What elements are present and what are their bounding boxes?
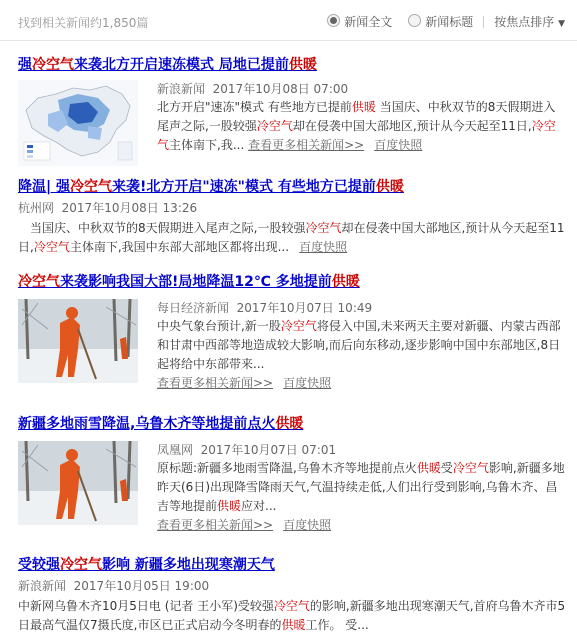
keyword-highlight: 供暖: [275, 416, 304, 432]
keyword-highlight: 供暖: [331, 274, 360, 290]
more-related-news-link[interactable]: 查看更多相关新闻>>: [157, 376, 274, 390]
text-fragment: 中央气象台预计,新一股: [157, 319, 281, 333]
keyword-highlight: 冷空气: [18, 274, 60, 290]
result-title-link[interactable]: [18, 56, 567, 74]
chevron-down-icon: ▼: [558, 19, 565, 29]
result-abstract: [18, 219, 567, 257]
result-abstract: [18, 597, 567, 635]
result-source: 每日经济新闻: [157, 301, 230, 315]
text-fragment: 强: [18, 57, 32, 73]
result-source: 杭州网: [18, 201, 55, 215]
keyword-highlight: 供暖: [217, 499, 242, 513]
result-date: 2017年10月08日 13:26: [61, 201, 198, 215]
weather-map-thumbnail[interactable]: [18, 80, 138, 166]
result-abstract: [157, 459, 567, 535]
result-date: 2017年10月07日 07:01: [200, 443, 337, 457]
text-fragment: 新疆多地雨雪降温,乌鲁木齐等地提前点火: [18, 416, 276, 432]
keyword-highlight: 冷空气: [70, 179, 112, 195]
keyword-highlight: 供暖: [288, 57, 317, 73]
results-toolbar: [0, 0, 577, 41]
result-date: 2017年10月08日 07:00: [212, 82, 349, 96]
snapshot-link[interactable]: 百度快照: [283, 376, 332, 390]
result-title-link[interactable]: [18, 273, 567, 291]
result-count: 找到相关新闻约1,850篇: [18, 16, 149, 30]
radio-checked-icon[interactable]: [327, 14, 340, 27]
snapshot-link[interactable]: 百度快照: [374, 138, 423, 152]
search-options: [327, 13, 565, 30]
keyword-highlight: 冷空气: [256, 119, 293, 133]
keyword-highlight: 冷空气: [157, 119, 556, 152]
result-abstract: [157, 98, 567, 155]
text-fragment: 应对...: [241, 499, 277, 513]
result-source: 新浪新闻: [18, 579, 67, 593]
text-fragment: 当国庆、中秋双节的8天假期进入尾声之际,一股较强: [157, 100, 556, 133]
keyword-highlight: 冷空气: [32, 57, 74, 73]
text-fragment: 却在侵袭中国大部地区,预计从今天起至11日,: [292, 119, 532, 133]
keyword-highlight: 冷空气: [305, 221, 342, 235]
divider: [483, 16, 484, 28]
keyword-highlight: 供暖: [281, 618, 306, 632]
option-title-only[interactable]: 新闻标题: [408, 13, 473, 30]
option-full-text[interactable]: 新闻全文: [327, 13, 392, 30]
text-fragment: 影响,新疆多地昨天(6日)出现降雪降雨天气,气温持续走低,人们出行受到影响,乌鲁木齐、昌吉等地提前: [157, 461, 565, 513]
radio-unchecked-icon[interactable]: [408, 14, 421, 27]
text-fragment: 北方开启"速冻"模式 有些地方已提前: [157, 100, 352, 114]
text-fragment: 主体南下,我国中东部大部地区都将出现...: [69, 240, 290, 254]
keyword-highlight: 冷空气: [33, 240, 70, 254]
result-title-link[interactable]: [18, 556, 567, 574]
news-result: [18, 556, 567, 635]
result-date: 2017年10月05日 19:00: [73, 579, 210, 593]
keyword-highlight: 冷空气: [60, 557, 102, 573]
text-fragment: 受: [440, 461, 453, 475]
text-fragment: 却在侵袭中国大部地区,预计从今天起至11日,: [18, 221, 565, 254]
keyword-highlight: 供暖: [351, 100, 376, 114]
snow-worker-thumbnail[interactable]: [18, 299, 138, 383]
keyword-highlight: 供暖: [416, 461, 441, 475]
news-result: [18, 56, 567, 152]
text-fragment: 的影响,新疆多地出现寒潮天气,首府乌鲁木齐市5日最高气温仅7摄氏度,市区已正式启动今冬明春的: [18, 599, 566, 632]
keyword-highlight: 冷空气: [452, 461, 489, 475]
result-title-link[interactable]: [18, 178, 567, 196]
text-fragment: 中新网乌鲁木齐10月5日电 (记者 王小军)受较强: [18, 599, 274, 613]
text-fragment: 受较强: [18, 557, 60, 573]
more-related-news-link[interactable]: 查看更多相关新闻>>: [157, 518, 274, 532]
keyword-highlight: 冷空气: [273, 599, 310, 613]
more-related-news-link[interactable]: 查看更多相关新闻>>: [248, 138, 365, 152]
text-fragment: 降温| 强: [18, 179, 70, 195]
news-result: [18, 415, 567, 532]
text-fragment: 当国庆、中秋双节的8天假期进入尾声之际,一股较强: [30, 221, 306, 235]
result-abstract: [157, 317, 567, 393]
result-title-link[interactable]: [18, 415, 567, 433]
keyword-highlight: 供暖: [375, 179, 404, 195]
sort-dropdown[interactable]: 按焦点排序 ▼: [494, 15, 565, 29]
text-fragment: 将侵入中国,未来两天主要对新疆、内蒙古西部和甘肃中西部等地造成较大影响,而后向东移动,逐步影响中国中东部地区,8日起将给中东部带来...: [157, 319, 561, 371]
snapshot-link[interactable]: 百度快照: [299, 240, 348, 254]
snapshot-link[interactable]: 百度快照: [283, 518, 332, 532]
text-fragment: 来袭影响我国大部!局地降温12℃ 多地提前: [60, 274, 332, 290]
text-fragment: 工作。 受...: [305, 618, 369, 632]
keyword-highlight: 冷空气: [280, 319, 317, 333]
text-fragment: 来袭北方开启速冻模式 局地已提前: [74, 57, 289, 73]
result-date: 2017年10月07日 10:49: [236, 301, 373, 315]
news-result: [18, 178, 567, 257]
news-result: [18, 273, 567, 390]
text-fragment: 原标题:新疆多地雨雪降温,乌鲁木齐等地提前点火: [157, 461, 417, 475]
result-source: 新浪新闻: [157, 82, 206, 96]
result-source: 凤凰网: [157, 443, 194, 457]
text-fragment: 来袭!北方开启"速冻"模式 有些地方已提前: [112, 179, 376, 195]
text-fragment: 主体南下,我...: [169, 138, 245, 152]
text-fragment: 影响 新疆多地出现寒潮天气: [102, 557, 275, 573]
snow-worker-thumbnail[interactable]: [18, 441, 138, 525]
